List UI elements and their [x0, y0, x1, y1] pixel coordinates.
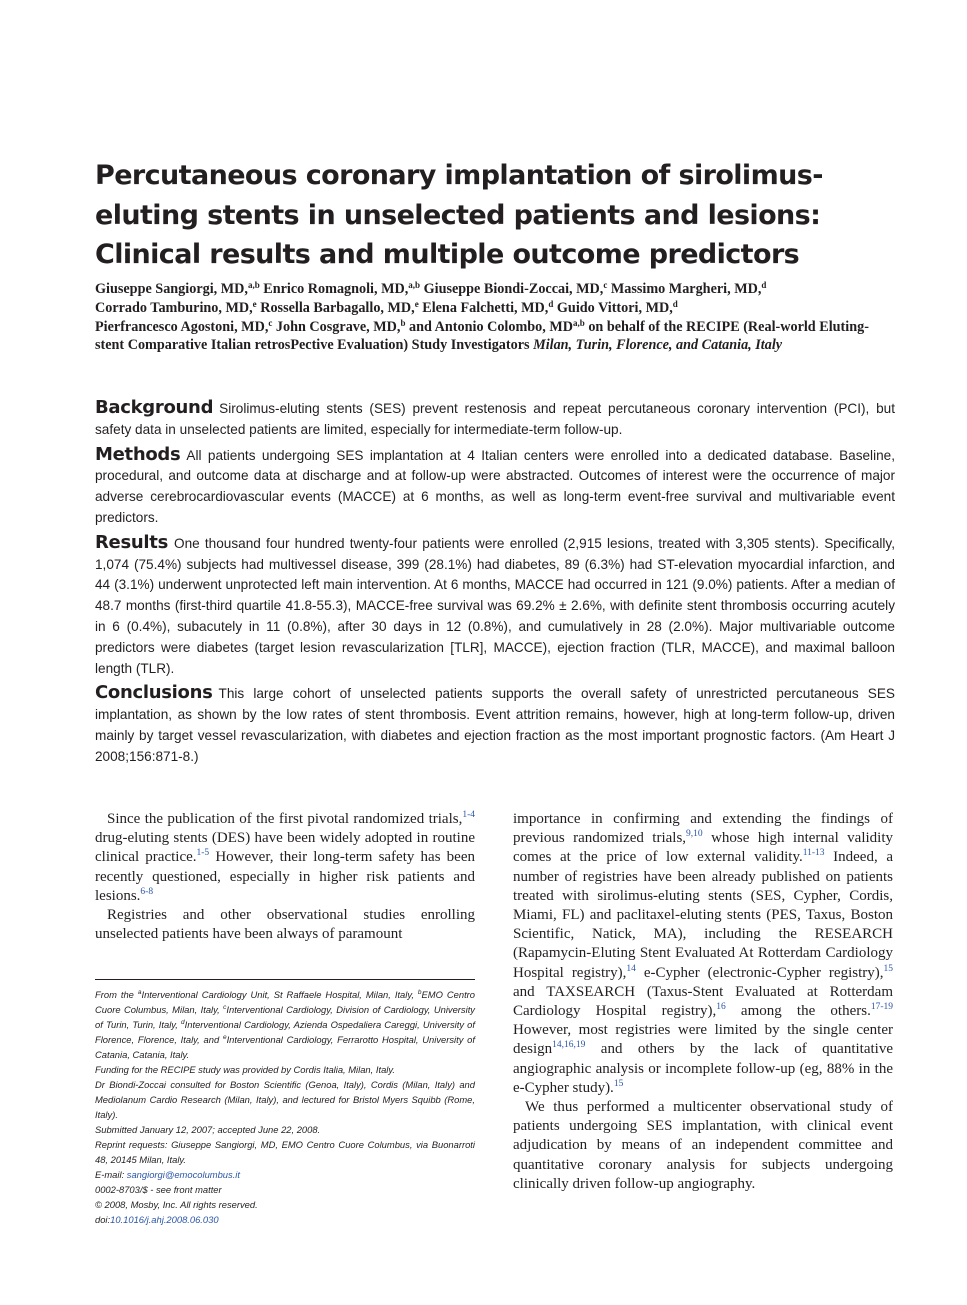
- footnote-dates: Submitted January 12, 2007; accepted June 22, 2008.: [95, 1124, 321, 1135]
- footnote-text: Interventional Cardiology Unit, St Raffaele Hospital, Milan, Italy,: [141, 989, 418, 1000]
- footnote-doi: [95, 1212, 475, 1227]
- affiliation-marker: a,b: [573, 317, 585, 328]
- affiliation-marker: a: [137, 989, 142, 996]
- doi-link[interactable]: 10.1016/j.ahj.2008.06.030: [110, 1214, 219, 1225]
- email-link[interactable]: sangiorgi@emocolumbus.it: [126, 1169, 240, 1180]
- citation-link[interactable]: 15: [883, 963, 893, 974]
- citation-link[interactable]: 14: [626, 963, 636, 974]
- footnote-text: Interventional Cardiology, Ferrarotto Hospital, University of Catania, Catania, Italy.: [95, 1034, 475, 1060]
- body-text: However, their long-term safety has been recently questioned, especially in higher risk patients and lesions.: [95, 849, 476, 904]
- abstract-text: This large cohort of unselected patients supports the overall safety of unrestricted percutaneous SES implantation, as shown by the low rates of stent thrombosis. Event attrition remains, however, high at long-term follow-up, driven mainly by target vessel revascularization, with diabetes and ejection fraction as the most important prognostic factors. (Am Heart J 2008;156:871-8.): [95, 686, 895, 764]
- body-paragraph: We thus performed a multicenter observational study of patients undergoing SES implantation, with clinical event adjudication by means of an independent committee and quantitative coronary analysis for subjects undergoing clinically driven follow-up angiography.: [513, 1099, 893, 1192]
- author-name: Massimo Margheri, MD,: [610, 281, 762, 297]
- affiliation-marker: d: [181, 1019, 185, 1026]
- author-name: Corrado Tamburino, MD,: [95, 299, 253, 316]
- affiliation-marker: d: [672, 298, 678, 309]
- body-column-left: [95, 810, 475, 944]
- footnote-text: Interventional Cardiology, Division of Cardiology, University of Turin, Turin, Italy,: [95, 1004, 475, 1030]
- affiliation-marker: c: [603, 280, 608, 290]
- affiliation-marker: d: [548, 298, 554, 309]
- affiliation-marker: e: [222, 1034, 227, 1041]
- footnote-text: From the: [95, 989, 138, 1000]
- author-name: Pierfrancesco Agostoni, MD,: [95, 318, 269, 335]
- footnote-text: Interventional Cardiology, Azienda Ospedaliera Careggi, University of Florence, Florence, Italy, and: [95, 1019, 475, 1045]
- author-name: Guido Vittori, MD,: [556, 299, 673, 316]
- abstract-heading: Background: [95, 397, 214, 418]
- footnote-email: [95, 1167, 475, 1182]
- body-text: among the others.: [725, 1003, 871, 1020]
- abstract-heading: Conclusions: [95, 682, 213, 704]
- abstract-text: All patients undergoing SES implantation at 4 Italian centers were enrolled into a dedicated database. Baseline, procedural, and outcome data at discharge and at follow-up were abstracted. Outcomes of interest were the occurrence of major adverse cerebrocardiovascular events (MACCE) at 6 months, as well as long-term event-free survival and multivariable event predictors.: [95, 447, 895, 525]
- affiliation-marker: a,b: [408, 280, 421, 290]
- author-name: Giuseppe Biondi-Zoccai, MD,: [423, 281, 604, 297]
- abstract: [95, 398, 895, 772]
- citation-link[interactable]: 17-19: [870, 1002, 894, 1013]
- footnote-text: EMO Centro Cuore Columbus, Milan, Italy,: [95, 989, 476, 1015]
- footnotes: [95, 987, 475, 1227]
- citation-link[interactable]: 16: [716, 1002, 726, 1013]
- affiliation-marker: b: [417, 989, 422, 996]
- author-name: Elena Falchetti, MD,: [422, 299, 549, 316]
- author-name: Giuseppe Sangiorgi, MD,: [95, 281, 248, 297]
- abstract-background: [95, 398, 895, 441]
- study-locations: Milan, Turin, Florence, and Catania, Italy: [533, 337, 783, 354]
- affiliation-marker: b: [400, 317, 406, 328]
- body-text: importance in confirming and extending the findings of previous randomized trials,: [513, 811, 893, 847]
- affiliation-marker: c: [223, 1004, 227, 1011]
- citation-link[interactable]: 6-8: [140, 886, 154, 897]
- citation-link[interactable]: 9,10: [686, 829, 703, 840]
- body-column-right: [513, 810, 893, 1194]
- body-text: e-Cypher (electronic-Cypher registry),: [635, 964, 884, 981]
- abstract-conclusions: [95, 683, 895, 767]
- affiliation-marker: c: [268, 317, 273, 328]
- footnote-funding: Funding for the RECIPE study was provided by Cordis Italia, Milan, Italy.: [95, 1064, 395, 1075]
- citation-link[interactable]: 1-5: [196, 848, 210, 859]
- author-name: and Antonio Colombo, MD: [409, 318, 573, 335]
- article-title: Percutaneous coronary implantation of sirolimus-eluting stents in unselected patients and lesions: Clinical results and multiple outcome predictors: [95, 160, 823, 270]
- body-text: and others by the lack of quantitative angiographic analysis or incomplete follow-up (eg, 88% in the e-Cypher study).: [513, 1041, 893, 1096]
- citation-link[interactable]: 1-4: [462, 810, 475, 820]
- author-list: [95, 280, 895, 355]
- affiliation-marker: a,b: [247, 280, 260, 290]
- body-text: drug-eluting stents (DES) have been widely adopted in routine clinical practice.: [95, 830, 475, 866]
- body-paragraph: Registries and other observational studies enrolling unselected patients have been always of paramount: [95, 907, 475, 943]
- body-text: Indeed, a number of registries have been already published on patients treated with sirolimus-eluting stents (SES, Cypher, Cordis, Miami, FL) and paclitaxel-eluting stents (PES, Taxus, Boston Scientific, Natick, MA), including the RESEARCH (Rapamycin-Eluting Stent Evaluated At Rotterdam Cardiology Hospital registry),: [513, 849, 893, 981]
- footnote-copyright: © 2008, Mosby, Inc. All rights reserved.: [95, 1199, 258, 1210]
- abstract-text: One thousand four hundred twenty-four patients were enrolled (2,915 lesions, treated with 3,305 stents). Specifically, 1,074 (75.4%) subjects had multivessel disease, 399 (28.1%) had diabetes, 89 (6.3%) had ST-elevation myocardial infarction, and 44 (3.1%) underwent unprotected left main intervention. At 6 months, MACCE had occurred in 121 (9.0%) patients. After a median of 48.7 months (first-third quartile 41.8-55.3), MACCE-free survival was 69.2% ± 2.6%, with definite stent thrombosis occurring acutely in 6 (0.4%), subacutely in 11 (0.8%), after 30 days in 12 (0.8%), and cumulatively in 28 (2.0%). Major multivariable outcome predictors were diabetes (target lesion revascularization [TLR], MACCE), ejection fraction (TLR, MACCE), and maximal balloon length (TLR).: [95, 535, 895, 676]
- body-paragraph: [95, 810, 475, 906]
- citation-link[interactable]: 11-13: [802, 848, 825, 859]
- affiliation-marker: e: [252, 298, 257, 309]
- citation-link[interactable]: 15: [613, 1078, 624, 1089]
- body-text: and TAXSEARCH (Taxus-Stent Evaluated at Rotterdam Cardiology Hospital registry),: [513, 983, 893, 1020]
- footnote-affiliations: [95, 987, 475, 1062]
- abstract-heading: Methods: [95, 443, 181, 465]
- author-name: John Cosgrave, MD,: [275, 318, 401, 335]
- abstract-heading: Results: [95, 531, 168, 553]
- body-text: However, most registries were limited by the single center design: [513, 1022, 893, 1058]
- abstract-methods: [95, 445, 895, 529]
- affiliation-marker: d: [761, 280, 767, 290]
- body-paragraph: [513, 810, 893, 1098]
- footnote-issn: 0002-8703/$ - see front matter: [95, 1184, 222, 1195]
- abstract-text: Sirolimus-eluting stents (SES) prevent restenosis and repeat percutaneous coronary intervention (PCI), but safety data in unselected patients are limited, especially for intermediate-term follow-up.: [95, 401, 895, 437]
- citation-link[interactable]: 14,16,19: [552, 1040, 586, 1051]
- author-name: Enrico Romagnoli, MD,: [263, 281, 409, 297]
- footnote-disclosure: Dr Biondi-Zoccai consulted for Boston Scientific (Genoa, Italy), Cordis (Milan, Italy) and Mediolanum Cardio Research (Milan, Italy), and lectured for Bristol Myers Squibb (Rome, Italy).: [95, 1079, 475, 1120]
- email-label: E-mail:: [95, 1169, 127, 1180]
- footnote-divider: [95, 979, 475, 980]
- doi-label: doi:: [95, 1214, 111, 1225]
- body-text: whose high internal validity comes at the price of low external validity.: [513, 830, 893, 866]
- affiliation-marker: e: [414, 298, 419, 309]
- study-group: on behalf of the RECIPE (Real-world Eluting-stent Comparative Italian retrosPective Evaluation) Study Investigators: [95, 318, 869, 354]
- abstract-results: [95, 533, 895, 680]
- body-text: Since the publication of the first pivotal randomized trials,: [107, 811, 463, 827]
- footnote-reprints: Reprint requests: Giuseppe Sangiorgi, MD, EMO Centro Cuore Columbus, via Buonarroti 48, 20145 Milan, Italy.: [95, 1139, 475, 1165]
- author-name: Rossella Barbagallo, MD,: [260, 299, 415, 316]
